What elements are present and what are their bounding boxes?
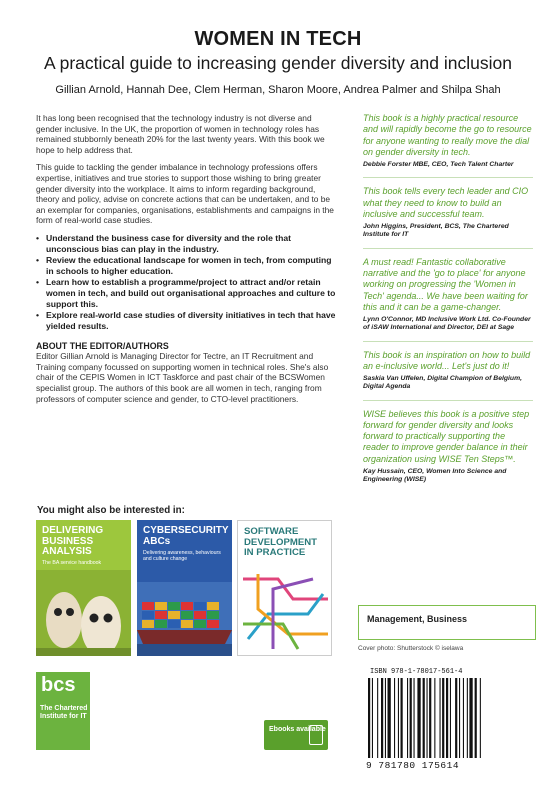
intro-paragraph-1: It has long been recognised that the technology industry is not diverse and gender inclusive. In the UK, the proportion of women in technology roles has remained stubbornly beneath 20% for the last twenty years. With this book we hope to help address that. xyxy=(36,113,325,155)
endorsement-quote: WISE believes this book is a positive step forward for gender diversity and looks forward to practically supporting the reader to improve gender balance in their organization using WISE Ten Steps™. xyxy=(363,408,530,464)
ebooks-available-badge xyxy=(264,720,328,750)
barcode-bar xyxy=(398,678,399,758)
about-heading: ABOUT THE EDITOR/AUTHORS xyxy=(36,340,169,351)
key-points-list xyxy=(36,233,338,332)
endorsement-quote: This book is a highly practical resource and will rapidly become the go to resource for anyone wanting to really move the dial on gender diversity in tech. xyxy=(363,113,532,157)
barcode-bar xyxy=(423,678,425,758)
barcode-bar xyxy=(414,678,415,758)
endorsement-quote: This book tells every tech leader and CIO what they need to know to build an inclusive and successful team. xyxy=(363,186,529,219)
barcode-bar xyxy=(394,678,395,758)
related-book-title: SOFTWARE DEVELOPMENT IN PRACTICE xyxy=(244,526,318,559)
barcode-bar xyxy=(401,678,403,758)
barcode-bar xyxy=(381,678,383,758)
intro-paragraph-2: This guide to tackling the gender imbalance in technology professions offers expertise, initiatives and true stories to support those wishing to bring greater gender diversity into the workplace. It aims to inform regarding background, theory and policy, advise on concrete actions that can be undertaken, and to be an exemplar for companies, organisations, establishments and campaigns in the form of real-world case studies. xyxy=(36,162,334,226)
barcode-bar xyxy=(480,678,481,758)
key-point: • Learn how to establish a programme/project to attract and/or retain women in tech, and build out organisational approaches and culture to support this. xyxy=(36,277,338,309)
barcode-bar xyxy=(368,678,370,758)
barcode-bar xyxy=(385,678,386,758)
ebooks-label: Ebooks available xyxy=(269,726,326,733)
endorsement xyxy=(363,409,533,493)
key-point: • Explore real-world case studies of diversity initiatives in tech that have yielded results. xyxy=(36,310,338,332)
isbn-label: ISBN 978-1-78017-561-4 xyxy=(370,668,463,676)
barcode-bar xyxy=(459,678,460,758)
author-list: Gillian Arnold, Hannah Dee, Clem Herman, Sharon Moore, Andrea Palmer and Shilpa Shah xyxy=(55,84,501,96)
container-ship-image xyxy=(137,582,232,656)
isbn-digits: 9 781780 175614 xyxy=(366,760,460,771)
key-point: • Understand the business case for diversity and the role that unconscious bias can play in the industry. xyxy=(36,233,338,255)
endorsement xyxy=(363,186,533,248)
barcode-bar xyxy=(429,678,431,758)
cover-photo-credit: Cover photo: Shutterstock © iselawa xyxy=(358,645,464,652)
related-book-cover[interactable] xyxy=(36,520,131,656)
category-label: Management, Business xyxy=(367,614,468,624)
barcode-bar xyxy=(372,678,373,758)
endorsement-attribution: John Higgins, President, BCS, The Chartered Institute for IT xyxy=(363,223,509,239)
related-books-heading: You might also be interested in: xyxy=(37,505,185,516)
bcs-logo xyxy=(36,672,90,750)
book-title: WOMEN IN TECH xyxy=(194,28,362,50)
related-book-subtitle: Delivering awareness, behaviours and culture change xyxy=(143,550,221,562)
barcode-bar xyxy=(450,678,451,758)
barcode-bar xyxy=(440,678,441,758)
about-text: Editor Gillian Arnold is Managing Director for Tectre, an IT Recruitment and Training company focussed on supporting women in technical roles. She's also chair of the CEPIS Women in ICT Taskforce and past chair of the BCSWomen specialist group. The authors of this book are all women in tech, ranging from professors of computer science and gender, to CTO-level practitioners. xyxy=(36,351,329,404)
barcode-bar xyxy=(410,678,412,758)
barcode-bar xyxy=(377,678,378,758)
related-book-cover[interactable] xyxy=(237,520,332,656)
related-book-title: DELIVERING BUSINESS ANALYSIS xyxy=(42,525,104,558)
tube-map-graphic xyxy=(238,569,332,656)
barcode-bar xyxy=(417,678,420,758)
related-book-subtitle: The BA service handbook xyxy=(42,560,102,566)
barcode-bar xyxy=(434,678,435,758)
barcode-bar xyxy=(388,678,391,758)
barcode-bar xyxy=(469,678,472,758)
barcode-bar xyxy=(455,678,457,758)
endorsements-column xyxy=(363,113,533,500)
endorsement xyxy=(363,113,533,178)
barcode-bar xyxy=(446,678,448,758)
endorsement-quote: A must read! Fantastic collaborative narrative and the 'go to place' for anyone working on progressing the 'Women in Tech' agenda... We have been waiting for this and it can be a game-changer. xyxy=(363,256,528,312)
barcode xyxy=(366,678,516,758)
related-book-title: CYBERSECURITY ABCs xyxy=(143,525,229,547)
endorsement-attribution: Kay Hussain, CEO, Women Into Science and Engineering (WISE) xyxy=(363,468,507,484)
owl-image xyxy=(36,570,131,656)
barcode-bar xyxy=(475,678,477,758)
endorsement xyxy=(363,257,533,342)
category-box xyxy=(358,605,536,640)
bcs-tagline: The Chartered Institute for IT xyxy=(40,705,88,721)
barcode-bar xyxy=(427,678,428,758)
barcode-bar xyxy=(407,678,408,758)
barcode-bar xyxy=(467,678,468,758)
endorsement xyxy=(363,350,533,401)
endorsement-attribution: Saskia Van Uffelen, Digital Champion of Belgium, Digital Agenda xyxy=(363,375,522,391)
ebook-reader-icon xyxy=(309,725,323,745)
barcode-bar xyxy=(442,678,444,758)
book-subtitle: A practical guide to increasing gender diversity and inclusion xyxy=(44,53,512,73)
endorsement-attribution: Lynn O'Connor, MD Inclusive Work Ltd. Co-Founder of iSAW International and Director, DEI at Sage xyxy=(363,316,531,332)
key-point: • Review the educational landscape for women in tech, from computing in schools to higher education. xyxy=(36,255,338,277)
endorsement-attribution: Debbie Forster MBE, CEO, Tech Talent Charter xyxy=(363,161,514,169)
bcs-logo-text: bcs xyxy=(41,674,76,696)
barcode-bar xyxy=(463,678,464,758)
related-book-cover[interactable] xyxy=(137,520,232,656)
endorsement-quote: This book is an inspiration on how to build an e-inclusive world... Let's just do it! xyxy=(363,349,531,371)
left-column xyxy=(36,113,338,411)
